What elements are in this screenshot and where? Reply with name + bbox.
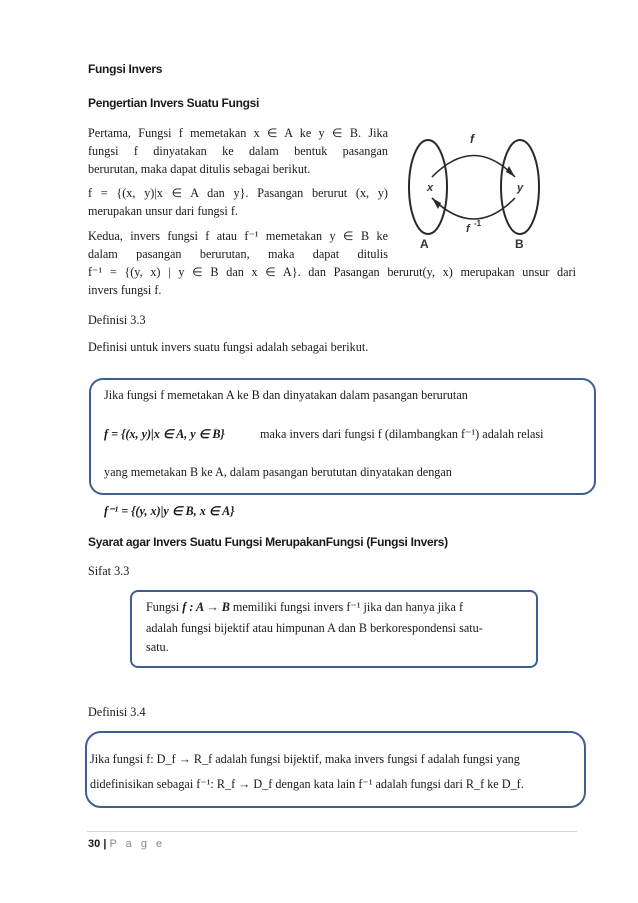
definition-formula: f = {(x, y)|x ∈ A, y ∈ B}	[104, 427, 225, 441]
paragraph-line: invers fungsi f.	[88, 283, 162, 297]
property-line: adalah fungsi bijektif atau himpunan A dan B berkorespondensi satu-	[146, 621, 483, 635]
a-label: A	[420, 237, 429, 251]
definition-title: Definisi 3.3	[88, 313, 146, 327]
definition-box	[85, 731, 586, 808]
paragraph-line: merupakan unsur dari fungsi f.	[88, 204, 238, 218]
definition-line: Jika fungsi f: D_f → R_f adalah fungsi bijektif, maka invers fungsi f adalah fungsi yang	[90, 752, 520, 766]
page-title: Fungsi Invers	[88, 62, 163, 76]
paragraph-line: f⁻¹ = {(y, x) | y ∈ B dan x ∈ A}. dan Pasangan berurut(y, x) merupakan unsur dari	[88, 265, 576, 279]
footer-divider	[87, 831, 577, 832]
paragraph-line: f = {(x, y)|x ∈ A dan y}. Pasangan berurut (x, y)	[88, 186, 388, 200]
footer-separator: |	[103, 838, 107, 850]
paragraph-line: Pertama, Fungsi f memetakan x ∈ A ke y ∈ B. Jika	[88, 126, 388, 140]
property-line: satu.	[146, 640, 169, 654]
property-line: Fungsi f : A → B memiliki fungsi invers f⁻¹ jika dan hanya jika f	[146, 600, 464, 614]
definition-line: yang memetakan B ke A, dalam pasangan berututan dinyatakan dengan	[104, 465, 452, 479]
paragraph-line: Kedua, invers fungsi f atau f⁻¹ memetakan y ∈ B ke	[88, 229, 388, 243]
paragraph-line: fungsi f dinyatakan ke dalam bentuk pasangan	[88, 144, 388, 158]
x-label: x	[427, 182, 434, 194]
paragraph-line: Definisi untuk invers suatu fungsi adalah sebagai berikut.	[88, 340, 369, 354]
definition-title: Definisi 3.4	[88, 705, 146, 719]
f-inverse-label: f	[466, 223, 470, 235]
y-label: y	[517, 182, 524, 194]
section-heading: Pengertian Invers Suatu Fungsi	[88, 96, 260, 110]
definition-line: Jika fungsi f memetakan A ke B dan dinyatakan dalam pasangan berurutan	[104, 388, 468, 402]
property-title: Sifat 3.3	[88, 564, 130, 578]
paragraph-line: dalam pasangan berurutan, maka dapat ditulis	[88, 247, 388, 261]
f-inverse-superscript: -1	[474, 219, 482, 228]
paragraph-line: berurutan, maka dapat ditulis sebagai berikut.	[88, 162, 311, 176]
definition-formula: f⁻¹ = {(y, x)|y ∈ B, x ∈ A}	[104, 504, 235, 518]
page-label: P a g e	[109, 838, 166, 850]
definition-line: didefinisikan sebagai f⁻¹: R_f → D_f dengan kata lain f⁻¹ adalah fungsi dari R_f ke D_f.	[90, 777, 524, 791]
page-number: 30	[88, 838, 101, 850]
b-label: B	[515, 237, 524, 251]
inverse-function-diagram	[398, 122, 558, 252]
definition-line: maka invers dari fungsi f (dilambangkan f⁻¹) adalah relasi	[260, 427, 544, 441]
page-footer	[88, 838, 165, 850]
f-label: f	[470, 132, 474, 146]
section-heading: Syarat agar Invers Suatu Fungsi MerupakanFungsi (Fungsi Invers)	[88, 535, 448, 549]
